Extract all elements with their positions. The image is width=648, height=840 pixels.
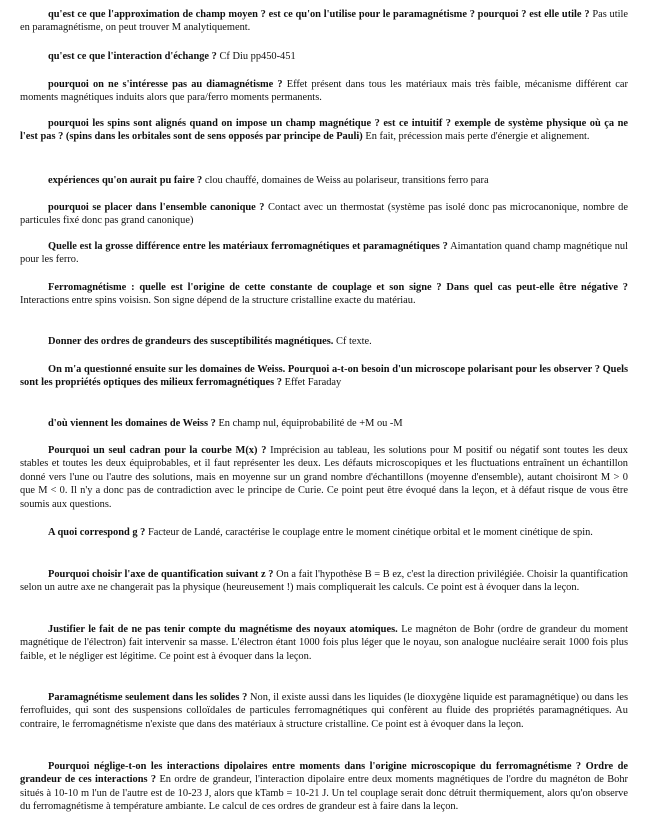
- question: Ferromagnétisme : quelle est l'origine de cette constante de couplage et son signe ? Dans quel cas peut-elle être négative ?: [48, 282, 628, 293]
- qa-paragraph: [20, 8, 628, 35]
- answer: clou chauffé, domaines de Weiss au polariseur, transitions ferro para: [204, 175, 489, 186]
- question: qu'est ce que l'interaction d'échange ?: [48, 51, 217, 62]
- qa-paragraph: [20, 417, 628, 430]
- question: pourquoi se placer dans l'ensemble canonique ?: [48, 202, 265, 213]
- answer: On a fait l'hypothèse B = B ez, c'est la direction privilégiée. Choisir la quantification selon un autre axe ne changerait pas la physique (heureusement !) mais compliquerait les calculs. Ce point est à évoquer dans la leçon.: [20, 569, 628, 594]
- answer: Cf texte.: [335, 336, 372, 347]
- answer: En champ nul, équiprobabilité de +M ou -M: [218, 418, 403, 429]
- qa-paragraph: [20, 623, 628, 663]
- qa-paragraph: [20, 240, 628, 267]
- answer: Cf Diu pp450-451: [219, 51, 296, 62]
- answer: Pas utile en paramagnétisme, on peut trouver M analytiquement.: [20, 9, 628, 34]
- question: Pourquoi néglige-t-on les interactions dipolaires entre moments dans l'origine microscopique du ferromagnétisme ? Ordre de grandeur de ces interactions ?: [20, 761, 628, 786]
- answer: En ordre de grandeur, l'interaction dipolaire entre deux moments magnétiques de l'ordre du magnéton de Bohr situés à 10-10 m l'un de l'autre est de 10-23 J, alors que kTamb = 10-21 J. Un tel couplage serait donc détruit thermiquement, alors qu'on observe du ferromagnétisme à température ambiante. Le calcul de ces ordres de grandeur est à faire dans la leçon.: [20, 774, 628, 813]
- qa-paragraph: [20, 526, 628, 539]
- question: d'où viennent les domaines de Weiss ?: [48, 418, 216, 429]
- question: Donner des ordres de grandeurs des susceptibilités magnétiques.: [48, 336, 334, 347]
- question: pourquoi on ne s'intéresse pas au diamagnétisme ?: [48, 79, 283, 90]
- answer: En fait, précession mais perte d'énergie et alignement.: [365, 131, 590, 143]
- question: expériences qu'on aurait pu faire ?: [48, 175, 203, 186]
- question: A quoi correspond g ?: [48, 527, 146, 538]
- qa-paragraph: [20, 568, 628, 595]
- answer: Imprécision au tableau, les solutions pour M positif ou négatif sont toutes les deux stables et toutes les deux équiprobables, et il faut représenter les deux. Les défauts microscopiques et les fluctuations entraînent un échantillon donné vers l'une ou l'autre des solutions, mais en moyenne sur un grand nombre d'échantillons (moyenne d'ensemble), autant choisiront M > 0 que M < 0. Il n'y a donc pas de contradiction avec le principe de Curie. Ce point peut être évoqué dans la leçon, et à défaut risque de vous être soumis aux questions.: [20, 445, 628, 510]
- answer: Effet Faraday: [284, 377, 342, 389]
- question: On m'a questionné ensuite sur les domaines de Weiss. Pourquoi a-t-on besoin d'un microscope polarisant pour les observer ? Quels sont les propriétés optiques des milieux ferromagnétiques ?: [20, 364, 628, 389]
- qa-paragraph: [20, 78, 628, 105]
- answer: Effet présent dans tous les matériaux mais très faible, mécanisme différent car moments magnétiques induits alors que para/ferro moments permanents.: [20, 79, 628, 104]
- answer: Facteur de Landé, caractérise le couplage entre le moment cinétique orbital et le moment cinétique de spin.: [148, 527, 593, 538]
- qa-paragraph: [20, 50, 628, 63]
- answer: Le magnéton de Bohr (ordre de grandeur du moment magnétique de l'électron) fait intervenir sa masse. L'électron étant 1000 fois plus léger que le noyau, son analogue nucléaire serait 1000 fois plus faible, et le négliger est légitime. Ce point est à évoquer dans la leçon.: [20, 624, 628, 662]
- qa-paragraph: [20, 363, 628, 390]
- qa-paragraph: [20, 117, 628, 144]
- question: qu'est ce que l'approximation de champ moyen ? est ce qu'on l'utilise pour le paramagnétisme ? pourquoi ? est elle utile ?: [48, 9, 590, 20]
- qa-paragraph: [20, 691, 628, 731]
- question: Pourquoi un seul cadran pour la courbe M(x) ?: [48, 445, 267, 456]
- qa-paragraph: [20, 201, 628, 228]
- qa-paragraph: [20, 281, 628, 308]
- question: Justifier le fait de ne pas tenir compte du magnétisme des noyaux atomiques.: [48, 624, 398, 635]
- qa-paragraph: [20, 760, 628, 814]
- qa-paragraph: [20, 174, 628, 187]
- question: Pourquoi choisir l'axe de quantification suivant z ?: [48, 569, 274, 580]
- answer: Aimantation quand champ magnétique nul pour les ferro.: [20, 241, 628, 266]
- qa-paragraph: [20, 335, 628, 348]
- question: pourquoi les spins sont alignés quand on impose un champ magnétique ? est ce intuitif ? exemple de système physique où ça ne l'est pas ? (spins dans les orbitales sont de sens opposés par principe de Pauli): [20, 118, 628, 143]
- answer: Contact avec un thermostat (système pas isolé donc pas microcanonique, nombre de particules fixé donc pas grand canonique): [20, 202, 628, 227]
- question: Quelle est la grosse différence entre les matériaux ferromagnétiques et paramagnétiques ?: [48, 241, 448, 252]
- answer: Interactions entre spins voisisn. Son signe dépend de la structure cristalline exacte du matériau.: [20, 295, 416, 307]
- qa-paragraph: [20, 444, 628, 511]
- question: Paramagnétisme seulement dans les solides ?: [48, 692, 248, 703]
- answer: Non, il existe aussi dans les liquides (le dioxygène liquide est paramagnétique) ou dans les ferrofluides, qui sont des suspensions colloïdales de particules ferromagnétiques qui confèrent au fluide des propriétés paramagnétiques. Au contraire, le ferromagnétisme n'existe que dans des matériaux à structure cristalline. Ce point est à évoquer dans la leçon.: [20, 692, 628, 730]
